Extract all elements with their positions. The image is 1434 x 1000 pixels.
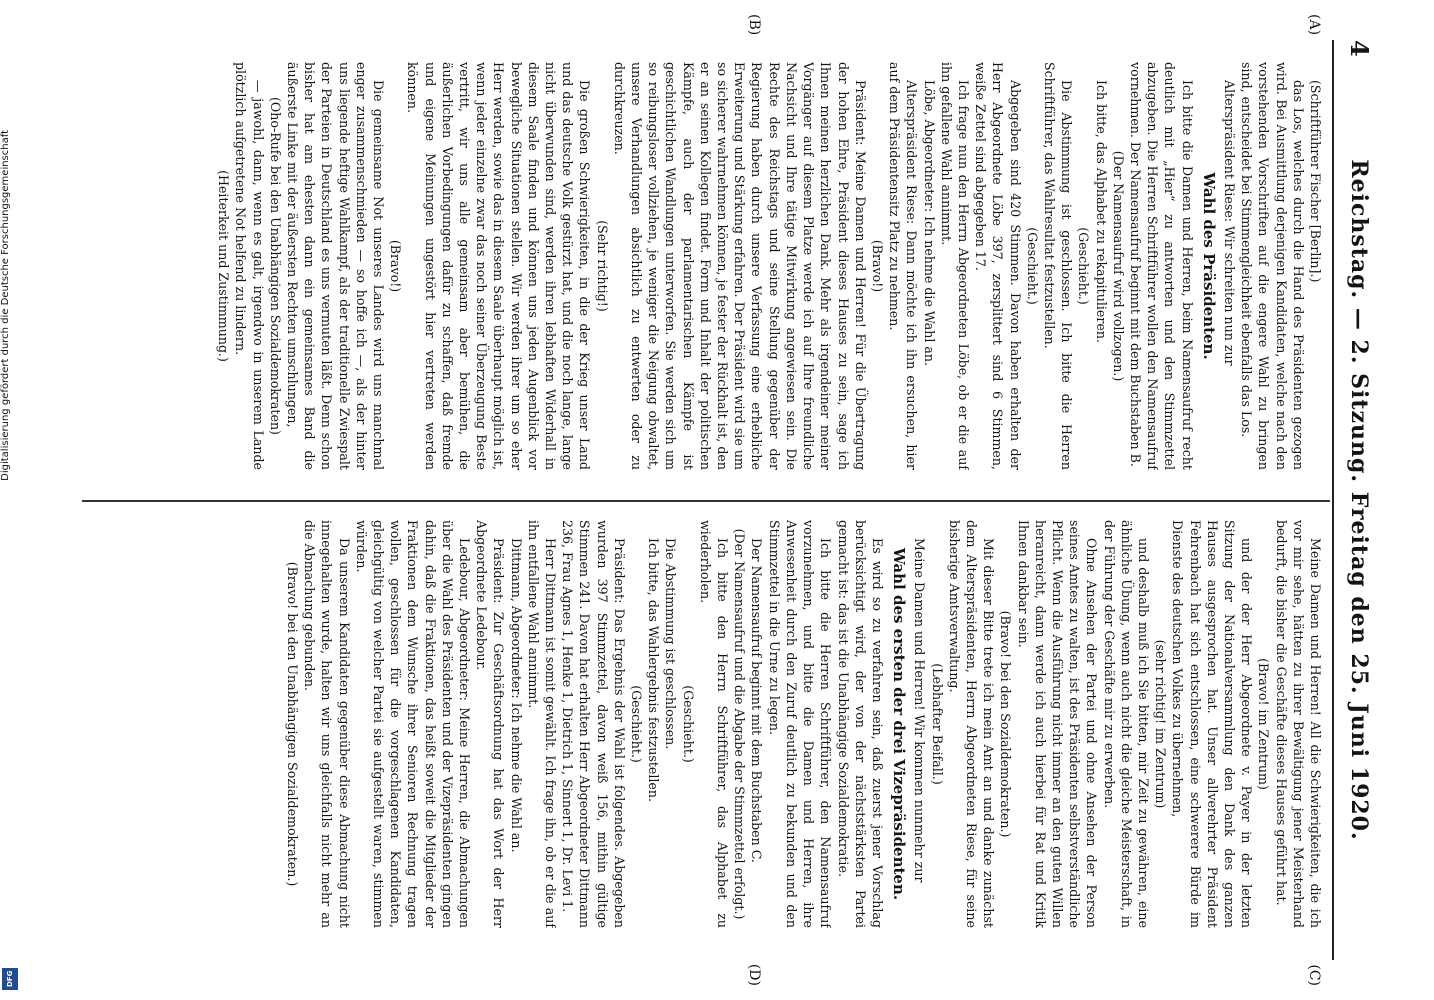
stage-direction: (Geschieht.) xyxy=(1024,227,1040,305)
right-column xyxy=(82,520,1324,928)
paragraph: — jawohl, dann, wenn es galt, irgendwo in unserem Lande plötzlich aufgetretene Not helfend zu lindern. xyxy=(233,62,266,470)
paragraph: Alterspräsident Riese: Wir schreiten nun zur xyxy=(1221,80,1237,366)
section-heading: Wahl des Präsidenten. xyxy=(1199,172,1218,360)
stage-direction: (Oho-Rufe bei den Unabhängigen Sozialdemokraten) xyxy=(267,97,283,435)
page-title: Reichstag. — 2. Sitzung. Freitag den 25. Juni 1920. xyxy=(1346,159,1372,841)
stage-direction: (Der Namensaufruf wird vollzogen.) xyxy=(1110,150,1126,382)
stage-direction: (Geschieht.) xyxy=(629,685,645,763)
stage-direction: (Bravo! im Zentrum) xyxy=(1256,658,1272,790)
paragraph: Alterspräsident Riese: Dann möchte ich ihn ersuchen, hier auf dem Präsidentensitz Platz zu nehmen. xyxy=(887,62,920,470)
stage-direction: (Heiterkeit und Zustimmung.) xyxy=(216,170,232,362)
margin-letter-a: (A) xyxy=(1306,14,1322,36)
paragraph: Die gemeinsame Not unseres Landes wird uns manchmal enger zusammenschmieden — so hoffe ich —, als der hinter uns liegende heftige Wahlkampf, als der traditionelle Zwiespalt der Parteien in Deutschland es uns vermuten läßt. Denn schon bisher hat am ehesten dann ein gemeinsames Band die äußerste Linke mit der äußersten Rechten umschlungen, xyxy=(285,62,387,470)
paragraph: Die großen Schwierigkeiten, in die der Krieg unser Land und das deutsche Volk gestürzt hat, und die noch lange, lange nicht überwunden sind, werden ihren lebhaften Widerhall in diesem Saale finden und können uns jeden Augenblick vor bewegliche Situationen stellen. Wir werden ihrer um so eher Herr werden, sowie das in diesem Saale überhaupt möglich ist, wenn jeder einzelne zwar das noch seiner Überzeugung Beste vertritt, wir uns alle gemeinsam aber bemühen, die äußerlichen Vorbedingungen dafür zu schaffen, daß fremde und eigene Meinungen ungestört hier vertreten werden können. xyxy=(405,62,593,470)
stage-direction: (Bravo! bei den Sozialdemokraten.) xyxy=(998,610,1014,838)
dfg-logo: DFG xyxy=(2,968,18,990)
page-number: 4 xyxy=(1345,40,1374,57)
stage-direction: (Geschieht.) xyxy=(680,685,696,763)
paragraph: Es wird so zu verfahren sein, daß zuerst jener Vorschlag berücksichtigt wird, der von der nächststärksten Partei gemacht ist: das ist die Unabhängige Sozialdemokratie. xyxy=(835,520,885,928)
footer-strip xyxy=(0,0,22,1000)
dfg-credit: Digitalisierung gefördert durch die Deutsche Forschungsgemeinschaft xyxy=(0,130,11,481)
column-divider xyxy=(82,500,1330,502)
paragraph: Die Abstimmung ist geschlossen. Ich bitte die Herren Schriftführer, das Wahlresultat festzustellen. xyxy=(1041,62,1075,470)
section-heading: Wahl des ersten der drei Vizepräsidenten. xyxy=(890,547,909,901)
paragraph: Die Abstimmung ist geschlossen. xyxy=(663,538,679,750)
paragraph: Der Namensaufruf beginnt mit dem Buchstaben C. xyxy=(749,538,765,863)
paragraph: und der der Herr Abgeordnete v. Payer in der letzten Sitzung der Nationalversammlung den Dank des ganzen Hauses ausgesprochen hat. Unser allverehrter Präsident Fehrenbach hat sich entschlossen, eine schwerere Bürde im Dienste des deutschen Volkes zu übernehmen, xyxy=(1170,520,1255,928)
paragraph: Präsident: Zur Geschäftsordnung hat das Wort der Herr Abgeordnete Ledebour. xyxy=(474,520,507,928)
stage-direction: (Bravo! bei den Unabhängigen Sozialdemokraten.) xyxy=(285,561,301,887)
paragraph: Präsident: Das Ergebnis der Wahl ist folgendes. Abgegeben wurden 397 Stimmzettel, davon weiß 156, mithin gültige Stimmen 241. Davon hat erhalten Herr Abgeordneter Dittmann 236, Frau Agnes 1, Henke 1, Dietrich 1, Sinnert 1, Dr. Levi 1. xyxy=(560,520,627,928)
document-page xyxy=(22,0,1412,1000)
paragraph: Dittmann, Abgeordneter: Ich nehme die Wahl an. xyxy=(508,538,524,853)
stage-direction: (Bravo!) xyxy=(869,239,885,293)
paragraph: Abgegeben sind 420 Stimmen. Davon haben erhalten der Herr Abgeordnete Löbe 397, zersplittert sind 6 Stimmen, weiße Zettel sind abgegeben 17. xyxy=(973,62,1023,470)
paragraph: Löbe, Abgeordneter: Ich nehme die Wahl an. xyxy=(921,80,937,367)
page-header xyxy=(1338,40,1378,960)
paragraph: Mit dieser Bitte trete ich mein Amt an und danke zunächst dem Alterspräsidenten, Herrn Abgeordneten Riese, für seine bisherige Amtsverwaltung. xyxy=(946,520,997,928)
left-column xyxy=(82,62,1324,470)
paragraph: Meine Damen und Herren! All die Schwierigkeiten, die ich vor mir sehe, hätten zu ihrer Bewältigung jener Meisterhand bedurft, die bisher die Geschäfte dieses Hauses geführt hat. xyxy=(1273,520,1323,928)
paragraph: das Los, welches durch die Hand des Präsidenten gezogen wird. Bei Ausmittlung derjenigen Kandidaten, welche nach den vorstehenden Vorschriften auf die engere Wahl zu bringen sind, entscheidet bei Stimmengleichheit ebenfalls das Los. xyxy=(1239,62,1306,470)
paragraph: Ich bitte den Herrn Schriftführer, das Alphabet zu wiederholen. xyxy=(697,520,731,928)
paragraph: Ich bitte die Damen und Herren, beim Namensaufruf recht deutlich mit „Hier“ zu antworten und den Stimmzettel abzugeben. Die Herren Schriftführer wollen den Namensaufruf vornehmen. Der Namensaufruf beginnt mit dem Buchstaben B. xyxy=(1127,62,1195,470)
stage-direction: (Der Namensaufruf und die Abgabe der Stimmzettel erfolgt.) xyxy=(732,528,748,920)
paragraph: Ich bitte, das Alphabet zu rekapitulieren. xyxy=(1093,80,1109,343)
paragraph: und deshalb muß ich Sie bitten, mir Zeit zu gewähren, eine ähnliche Übung, wenn auch nicht die gleiche Meisterschaft, in der Führung der Geschäfte mir zu erwerben. xyxy=(1101,520,1151,928)
stage-direction: (Lebhafter Beifall.) xyxy=(929,663,945,785)
margin-letter-c: (C) xyxy=(1306,964,1322,986)
stage-direction: (Bravo!) xyxy=(388,239,404,293)
paragraph: Ich frage nun den Herrn Abgeordneten Löbe, ob er die auf ihn gefallene Wahl annimmt. xyxy=(938,62,971,470)
paragraph: (Schriftführer Fischer [Berlin].) xyxy=(1308,80,1323,283)
stage-direction: (Sehr richtig!) xyxy=(594,220,610,312)
paragraph: Präsident: Meine Damen und Herren! Für die Übertragung der hohen Ehre, Präsident dieses Hauses zu sein, sage ich Ihnen meinen herzlichen Dank. Mehr als irgendeiner meiner Vorgänger auf diesem Platze werde ich auf Ihre freundliche Nachsicht und Ihre tätige Mitwirkung angewiesen sein. Die Rechte des Reichstags und seine Stellung gegenüber der Regierung haben durch unsere Verfassung eine erhebliche Erweiterung und Stärkung erfahren. Der Präsident wird sie um so sicherer wahrnehmen können, je fester der Rückhalt ist, den er an seinen Kollegen findet. Form und Inhalt der politischen Kämpfe, auch der parlamentarischen Kämpfe ist geschichtlichen Wandlungen unterworfen. Sie werden sich um so reibungsloser vollziehen, je weniger die Neigung obwaltet, unsere Verhandlungen absichtlich zu entwerten oder zu durchkreuzen. xyxy=(611,62,868,470)
paragraph: Herr Dittmann ist somit gewählt. Ich frage ihn, ob er die auf ihn entfallene Wahl annimmt. xyxy=(525,520,559,928)
paragraph: Meine Damen und Herren! Wir kommen nunmehr zur xyxy=(912,538,928,883)
paragraph: Ledebour, Abgeordneter: Meine Herren, die Abmachungen über die Wahl des Präsidenten und der Vizepräsidenten gingen dahin, daß die Fraktionen, das heißt soweit die Mitglieder der Fraktionen dem Wunsche ihrer Senioren Rechnung tragen wollen, geschlossen für die vorgeschlagenen Kandidaten, gleichgültig von welcher Partei sie aufgestellt waren, stimmen würden. xyxy=(353,520,473,928)
paragraph: Ohne Ansehen der Partei und ohne Ansehen der Person seines Amtes zu walten, ist des Präsidenten selbstverständliche Pflicht. Wenn die Ausführung nicht immer an den guten Willen heranreicht, dann werde ich auch hierbei für Rat und Kritik Ihnen dankbar sein. xyxy=(1015,520,1100,928)
margin-letter-b: (B) xyxy=(746,14,762,36)
stage-direction: (sehr richtig! im Zentrum) xyxy=(1153,639,1169,809)
paragraph: Da unserem Kandidaten gegenüber diese Abmachung nicht innegehalten wurde, halten wir uns gleichfalls nicht mehr an die Abmachung gebunden. xyxy=(302,520,352,928)
paragraph: Ich bitte, das Wahlergebnis festzustellen. xyxy=(646,538,662,802)
margin-letter-d: (D) xyxy=(746,963,762,986)
stage-direction: (Geschieht.) xyxy=(1076,227,1092,305)
header-rule xyxy=(1332,40,1334,960)
paragraph: Ich bitte die Herren Schriftführer, den Namensaufruf vorzunehmen, und bitte die Damen und Herren, ihre Anwesenheit durch den Zuruf deutlich zu bekunden und den Stimmzettel in die Urne zu legen. xyxy=(766,520,834,928)
